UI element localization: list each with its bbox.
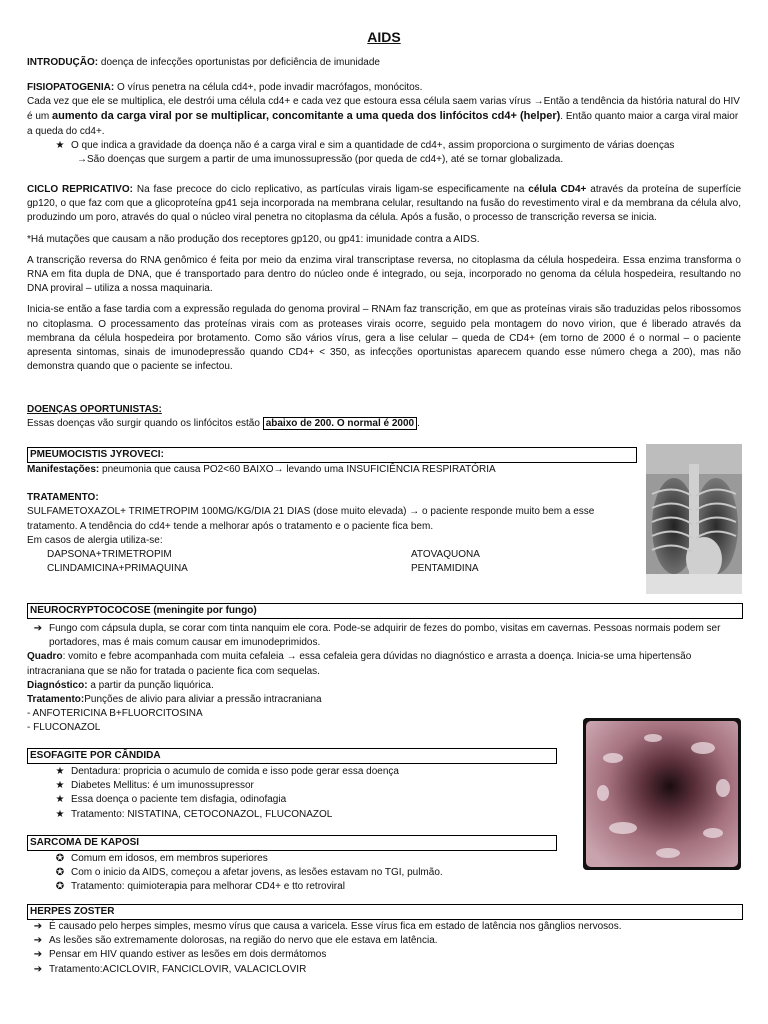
pneumo-trat-text: SULFAMETOXAZOL+ TRIMETROPIM 100MG/KG/DIA 21 DIAS (dose muito elevada): [27, 506, 410, 518]
page-title: AIDS: [367, 29, 401, 45]
fisio-line2c: . Então quanto maior a carga viral maior a queda do cd4+.: [27, 111, 739, 137]
kaposi-item: Com o inicio da AIDS, começou a afetar jovens, as lesões estavam no TGI, pulmão.: [71, 867, 443, 879]
herpes-item: É causado pelo herpes simples, mesmo vírus que causa a varicela. Esse vírus fica em estado de latência nos gânglios nervosos.: [49, 921, 622, 932]
list-item: [27, 948, 741, 962]
arrow-bullet-icon: ➔: [33, 963, 43, 975]
list-item: [49, 793, 547, 807]
chest-xray-drawing: [646, 444, 742, 594]
arrow-icon: →: [533, 96, 544, 108]
fisio-line2b: Então a tendência da história natural do HIV é um: [27, 96, 740, 123]
fisio-line1: O vírus penetra na célula cd4+, pode invadir macrófagos, monócitos.: [114, 82, 423, 93]
neuro-bullet-text: Fungo com cápsula dupla, se corar com tinta nanquim ele cora. Pode-se adquirir de fezes do pombo, visitas em cavernas. Pessoas normais podem ser portadores, mas é mais comum causar em imunodeprimidos.: [49, 623, 721, 649]
list-item: [49, 139, 741, 153]
neuro-trat-label: Tratamento:: [27, 693, 85, 705]
list-item: [49, 880, 547, 894]
ciclo-text2: através da proteína de superfície gp120, o que faz com que a glicoproteína gp41 seja incorporada na membrana celular, resultando na fusão do revestimento viral e da membrana da célula alvo, produzindo um poro, através do qual o núcleo viral penetra no citoplasma da célula. Após a fusão, o processo de transcrição reversa se inicia.: [27, 184, 742, 224]
herpes-item: Tratamento:ACICLOVIR, FANCICLOVIR, VALACICLOVIR: [49, 963, 307, 975]
endoscopy-drawing: [583, 718, 741, 870]
ciclo-text1: Na fase precoce do ciclo replicativo, as partículas virais ligam-se especificamente na: [132, 184, 529, 195]
arrow-bullet-icon: ➔: [33, 623, 43, 634]
pneumo-section: [27, 463, 617, 576]
circle-star-bullet-icon: ✪: [55, 881, 65, 893]
esofagite-item: Diabetes Mellitus: é um imunossupressor: [71, 780, 254, 792]
pneumo-trat-label: TRATAMENTO:: [27, 492, 99, 504]
neuro-quadro-label: Quadro: [27, 651, 63, 663]
star-bullet-icon: ★: [55, 808, 65, 820]
neuro-quadro-text: : vomito e febre acompanhada com muita cefaleia: [62, 651, 287, 663]
drug-option: PENTAMIDINA: [411, 563, 479, 575]
fisio-section: [27, 81, 741, 168]
chest-xray-image: [646, 444, 742, 594]
fisio-label: FISIOPATOGENIA:: [27, 82, 115, 93]
arrow-icon: →: [409, 506, 420, 518]
list-item: [27, 934, 741, 948]
fisio-bold: aumento da carga viral por se multiplicar, concomitante a uma queda dos linfócitos cd4+ (helper): [52, 110, 561, 123]
neuro-drug: - FLUCONAZOL: [27, 722, 101, 734]
ciclo-paragraph3: A transcrição reversa do RNA genômico é feita por meio da enzima viral transcriptase reversa, no citoplasma da célula hospedeira. Essa enzima transforma o RNA em fita dupla de DNA, que é transportado para dentro do núcleo onde é integrado, ou seja, incorporado no genoma da célula hospedeira, resultando no DNA proviral – utiliza a nossa maquinaria.: [27, 254, 741, 295]
drug-option: DAPSONA+TRIMETROPIM: [47, 548, 172, 560]
drug-option: ATOVAQUONA: [411, 548, 480, 560]
esofagite-item: Dentadura: propricia o acumulo de comida e isso pode gerar essa doença: [71, 766, 399, 777]
ciclo-paragraph2: *Há mutações que causam a não produção dos receptores gp120, ou gp41: imunidade contra a AIDS.: [27, 233, 480, 245]
doencas-text: Essas doenças vão surgir quando os linfócitos estão: [27, 418, 263, 430]
fisio-line2: Cada vez que ele se multiplica, ele destrói uma célula cd4+ e cada vez que estoura essa célula saem varias vírus: [27, 96, 534, 108]
star-bullet-icon: ★: [55, 766, 65, 777]
list-item: [27, 920, 741, 934]
neuro-diag-text: a partir da punção liquórica.: [87, 679, 214, 691]
doencas-section: [27, 403, 741, 431]
list-item: [49, 779, 547, 793]
fisio-sub-text: São doenças que surgem a partir de uma imunossupressão (por queda de cd4+), até se tornar globalizada.: [87, 154, 564, 166]
list-item: [49, 808, 547, 822]
list-item: [27, 963, 741, 977]
arrow-icon: →: [273, 464, 284, 475]
section-header-pneumo: PMEUMOCISTIS JYROVECI:: [27, 447, 637, 463]
section-header-neuro: NEUROCRYPTOCOCOSE (meningite por fungo): [27, 603, 743, 619]
kaposi-section: [27, 852, 547, 895]
list-item: [27, 622, 741, 650]
neuro-quadro-text2: essa cefaleia gera dúvidas no diagnóstico e arrasta a doença. Inicia-se uma hipertensão intracraniana que se não for tratada o paciente fica com sequelas.: [27, 651, 692, 677]
ciclo-section: [27, 183, 741, 374]
pneumo-trat-text2: o paciente responde muito bem a esse tratamento. A tendência do cd4+ tende a melhorar após o tratamento e o paciente fica bem.: [27, 506, 595, 532]
ciclo-bold: célula CD4+: [528, 184, 587, 195]
arrow-bullet-icon: ➔: [33, 921, 43, 932]
circle-star-bullet-icon: ✪: [55, 853, 65, 864]
arrow-icon: →: [77, 154, 87, 166]
circle-star-bullet-icon: ✪: [55, 867, 65, 879]
ciclo-label: CICLO REPRICATIVO:: [27, 184, 133, 195]
intro-label: INTRODUÇÃO:: [27, 57, 99, 68]
star-bullet-icon: ★: [55, 794, 65, 806]
ciclo-paragraph4: Inicia-se então a fase tardia com a expressão regulada do genoma proviral – RNAm faz transcrição, em que as proteínas virais são traduzidas pelos ribossomos no citoplasma. O processamento das proteínas virais com as proteases virais ocorre, seguido pela montagem do novo virion, que é liberado através da membrana da célula hospedeira por brotamento. Como são vários vírus, gera a lise celular – queda de CD4+ (em torno de 2000 é o normal – o paciente apresenta sintomas, sinais de imunodepressão quando CD4+ < 350, as infecções oportunistas aparecem quando esse número chega a 200), mas não demonstra quando que o paciente se infectou.: [27, 304, 741, 373]
herpes-item: As lesões são extremamente dolorosas, na região do nervo que ele estava em latência.: [49, 935, 438, 947]
herpes-section: [27, 920, 741, 977]
list-item: [49, 852, 547, 866]
esofagite-section: [27, 765, 547, 822]
esofagite-item: Tratamento: NISTATINA, CETOCONAZOL, FLUCONAZOL: [71, 808, 333, 820]
kaposi-item: Comum em idosos, em membros superiores: [71, 853, 268, 864]
intro-paragraph: [27, 56, 741, 70]
herpes-item: Pensar em HIV quando estiver as lesões em dois dermátomos: [49, 949, 327, 961]
doencas-period: .: [417, 418, 420, 430]
pneumo-alergia: Em casos de alergia utiliza-se:: [27, 534, 163, 546]
pneumo-man-text2: levando uma INSUFICIÊNCIA RESPIRATÓRIA: [283, 464, 496, 475]
highlight-box: abaixo de 200. O normal é 2000: [263, 417, 417, 430]
fisio-bullet-text: O que indica a gravidade da doença não é a carga viral e sim a quantidade de cd4+, assim proporciona o surgimento de várias doenças: [71, 140, 675, 152]
list-item: [49, 765, 547, 779]
drug-option: CLINDAMICINA+PRIMAQUINA: [47, 563, 188, 575]
section-header-kaposi: SARCOMA DE KAPOSI: [27, 835, 557, 851]
arrow-bullet-icon: ➔: [33, 949, 43, 961]
neuro-drug: - ANFOTERICINA B+FLUORCITOSINA: [27, 708, 203, 720]
kaposi-item: Tratamento: quimioterapia para melhorar CD4+ e tto retroviral: [71, 881, 345, 893]
endoscopy-image: [583, 718, 741, 870]
intro-text: doença de infecções oportunistas por deficiência de imunidade: [98, 57, 380, 68]
doencas-label: DOENÇAS OPORTUNISTAS:: [27, 404, 162, 415]
list-item: [49, 866, 547, 880]
arrow-icon: →: [286, 651, 297, 663]
neuro-diag-label: Diagnóstico:: [27, 679, 88, 691]
pneumo-man-label: Manifestações:: [27, 464, 100, 475]
star-bullet-icon: ★: [55, 140, 65, 152]
esofagite-item: Essa doença o paciente tem disfagia, odinofagia: [71, 794, 287, 806]
star-bullet-icon: ★: [55, 780, 65, 792]
arrow-bullet-icon: ➔: [33, 935, 43, 947]
neuro-trat-text: Punções de alivio para aliviar a pressão intracraniana: [84, 693, 322, 705]
pneumo-man-text: pneumonia que causa PO2<60 BAIXO: [99, 464, 274, 475]
section-header-herpes: HERPES ZOSTER: [27, 904, 743, 920]
section-header-esofagite: ESOFAGITE POR CÂNDIDA: [27, 748, 557, 764]
